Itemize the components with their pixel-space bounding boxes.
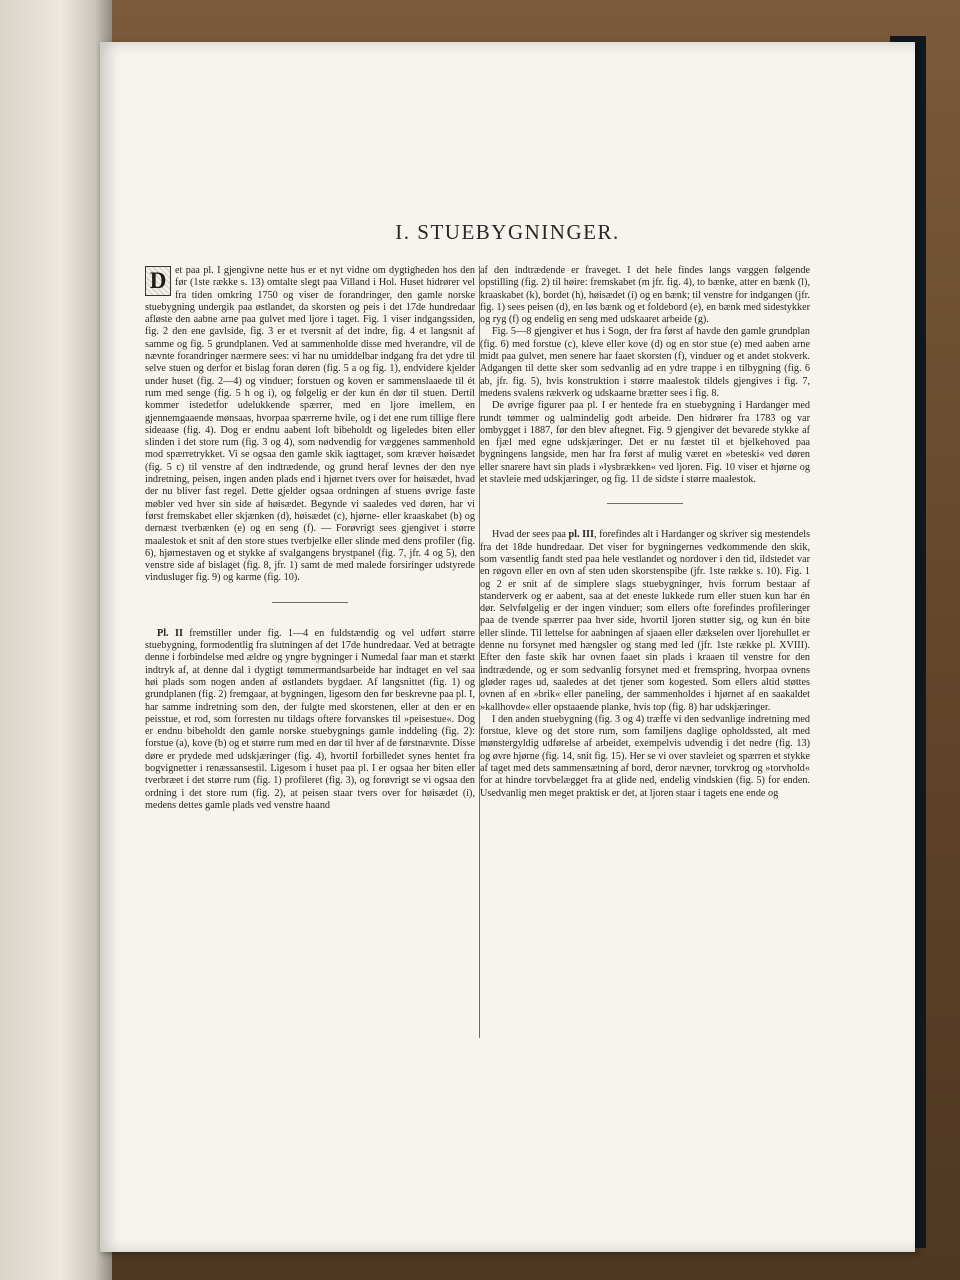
drop-cap: D xyxy=(145,266,171,296)
chapter-title: I. STUEBYGNINGER. xyxy=(395,220,620,244)
left-page-edge xyxy=(0,0,112,1280)
section-divider xyxy=(272,602,348,603)
paragraph-sogn: Fig. 5—8 gjengiver et hus i Sogn, der fra først af havde den gamle grundplan (fig. 6) med forstue (c), kleve eller kove (d) og en stor stue (e) med aaben arne midt paa gulvet, men senere har faaet skorsten (f), vinduer og et andet stokverk. Adgangen til dette sker som sedvanlig ad en ydre trappe i en tilbygning (fig. 6 ab, jfr. fig. 5), hvis konstruktion i større maalestok tildels gjengives i fig. 7, medens svalens rækverk og udskaarne brætter sees i fig. 8. xyxy=(480,326,810,399)
paragraph-text: , forefindes alt i Hardanger og skriver sig mestendels fra det 18de hundredaar. Det viser for bygningernes vedkommende den skik, som væsentlig fandt sted paa hele vestlandet og nordover i den tid, ildstedet var en røgovn eller en ovn af sten uden skorstenspibe (jfr. 1ste række s. 10). Fig. 1 og 2 er snit af de simplere slags stuebygninger, hvis forrum bestaar af standerverk og er aabent, saa at det eneste lukkede rum eller stuen kun har én dør. Selvfølgelig er der ingen vinduer; som ellers ofte forefindes profileringer paa de tvende spærrer paa hver side, hvortil ljoren støtter sig, og kun én bite eller slinde. Til lettelse for aabningen af sjaaen eller dækselen over ljorehullet er denne nu forsynet med hængsler og stang med led (jfr. 1ste række pl. XVIII). Efter den faste skik har ovnen faaet sin plads i kraaen til venstre for den indtrædende, og er som sedvanlig forsynet med et fremspring, hvorpaa ovnens gløder rages ud, saaledes at det tjener som kogested. Som ellers altid støttes ovnen af en »brik« eller paneling, der sammenholdes i hjørnet af en saakaldet »kallhovde« eller opstaaende planke, hvis top (fig. 8) har udskjæringer. xyxy=(480,529,811,713)
paragraph-continued: af den indtrædende er fraveget. I det hele findes langs væggen følgende opstilling (fig. 2) til høire: fremskabet (m jfr. fig. 4), to bænke, atter en bænk (l), kraaskabet (k), bordet (h), høisædet (i) og en bænk; til venstre for indgangen (jfr. fig. 1) sees peisen (d), en løs bænk og et foldebord (e), en bænk med sidestykker og ryg (f) og endelig en seng med udskaaret arbeide (g). xyxy=(480,265,810,326)
left-column xyxy=(145,265,475,812)
plate-reference: pl. III xyxy=(568,529,594,541)
paragraph-text: Hvad der sees paa xyxy=(492,529,569,541)
book-page xyxy=(100,42,915,1252)
paragraph-pl-iii xyxy=(480,529,810,713)
paragraph-text: et paa pl. I gjengivne nette hus er et nyt vidne om dygtigheden hos den før (1ste række s. 13) omtalte slegt paa Villand i Hol. Huset hidrører vel fra tiden omkring 1750 og viser de forandringer, den gamle norske stuebygning undergik paa østlandet, da skorsten og peis i det 17de hundredaar afløste den aabne arne paa gulvet med ljore i taget. Fig. 1 viser indgangssiden, fig. 2 den ene gavlside, fig. 3 er et tversnit af det indre, fig. 4 et langsnit af samme og fig. 5 grundplanen. Ved at sammenholde disse med hverandre, vil de nævnte forandringer nærmere sees: vi har nu umiddelbar indgang fra det ydre til selve stuen og derfor et bislag foran døren (fig. 5 a og fig. 1), endvidere kjelder under huset (fig. 2—4) og vinduer; forstuen og koven er sammenslaaede til ét rum med senge (fig. 5 h og i), og følgelig er der kun én dør til stuen. Dertil kommer istedetfor udelukkende spærrer, med en ljore imellem, en gjennemgaaende mønsaas, hvorpaa spærrerne hvile, og i det ene rum tillige flere sideaase (fig. 4). Dog er endnu aabent loft bibeholdt og ligeledes biten eller slinden i det store rum (fig. 3 og 4), som nødvendig for væggenes sammenhold mod spærretrykket. Vi se ogsaa den gamle skik iagttaget, som kræver høisædet (fig. 5 c) til venstre af den indtrædende, og grund heraf levnes der den nye indretning, peisen, ingen anden plads end i hjørnet tvers over for høisædet, hvad der nu bliver fast regel. Dette gjelder ogsaa ordningen af stuens øvrige faste møbler ved hver sin side af høisædet. Begynde vi saaledes ved døren, har vi først fremskabet eller skjænken (d), høisædet (c), hjørne- eller kraaskabet (b) og dernæst tverbænken (e) og en seng (f). — Forøvrigt sees gjengivet i større maalestok et snit af den store stues tverbjelke eller slinde med dens profiler (fig. 6), hjørnestaven og et stykke af svalgangens brystpanel (fig. 7, jfr. 4 og 5), den venstre side af bislaget (fig. 8, jfr. 1) samt de med malede forsiringer udstyrede vindusluger fig. 9) og karme (fig. 10). xyxy=(145,265,475,584)
paragraph-text: fremstiller under fig. 1—4 en fuldstændig og vel udført større stuebygning, formodentlig fra slutningen af det 17de hundredaar. Ved at betragte denne i forbindelse med ældre og yngre bygninger i Numedal faar man et stærkt indtryk af, at denne dal i dygtigt tømmermandsarbeide har indtaget en vel saa høi plads som nogen anden af østlandets bygdaer. Af langsnittet (fig. 1) og grundplanen (fig. 2) fremgaar, at bygningen, ligesom den før beskrevne paa pl. I, har samme indretning som den, der fulgte med skorstenen, eller at den er en peisstue, et rod, som forresten nu tildags oftere forvanskes til »peisestue«. Dog er endnu bibeholdt den gamle norske stuebygnings gamle inddeling (fig. 2): forstue (a), kove (b) og et større rum med en dør til hver af de førstnævnte. Disse døre er prydede med udskjæringer (fig. 4), hvortil forbilledet synes hentet fra bogvignetter i renæssansestil. Ligesom i huset paa pl. I er ogsaa her biten eller tverbræet i det større rum (fig. 1) profileret (fig. 3), og forøvrigt se vi ogsaa den ordning i det store rum (fig. 2), at peisen staar tvers over for høisædet (i), medens dettes gamle plads ved venstre haand xyxy=(145,627,475,811)
paragraph-hardanger: De øvrige figurer paa pl. I er hentede fra en stuebygning i Hardanger med rundt tømmer og ualmindelig godt arbeide. Den hidrører fra 1783 og var ombygget i 1887, før den blev aftegnet. Fig. 9 gjengiver det bevarede stykke af en fjæl med egne udskjæringer. Det er nu fæstet til et bjelkehoved paa bygningens langside, men har fra først af mulig været en »beteski« ved døren eller snarere havt sin plads i »lysbrækken« ved ljoren. Fig. 10 viser et hjørne og et stavleie med udskjæringer, og fig. 11 de sidste i større maalestok. xyxy=(480,400,810,486)
right-column xyxy=(480,265,810,800)
section-divider xyxy=(607,503,683,504)
paragraph-pl-ii xyxy=(145,628,475,812)
plate-reference: Pl. II xyxy=(157,627,183,639)
paragraph-second-building: I den anden stuebygning (fig. 3 og 4) træffe vi den sedvanlige indretning med forstue, kleve og det store rum, som familjens daglige opholdssted, alt med mønstergyldig udførelse af arbeidet, exempelvis udvendig i det nedre (fig. 13) og øvre hjørne (fig. 14, snit fig. 15). Her se vi over stavleiet og spærren et stykke af taget med dets sammensætning af bord, deror nævner, torvkrog og »torvhold« for at hindre torvbelægget fra at glide ned, endelig vindskien (fig. 5) for enden. Usedvanlig men meget praktisk er det, at ljoren staar i tagets ene ende og xyxy=(480,713,810,799)
paragraph-pl-i xyxy=(145,265,475,585)
